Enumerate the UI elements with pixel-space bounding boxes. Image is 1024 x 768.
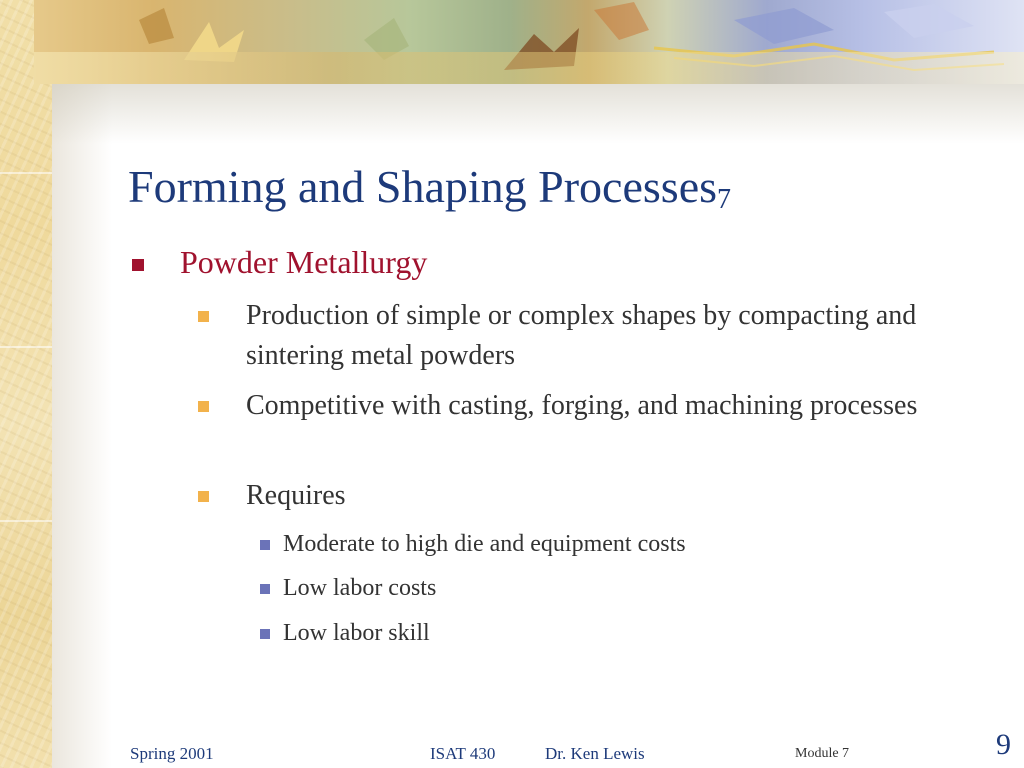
parchment-strip: [0, 0, 52, 768]
square-bullet-icon: [260, 540, 270, 550]
square-bullet-icon: [198, 491, 209, 502]
banner-shadow: [52, 84, 1024, 144]
title-subscript: 7: [717, 184, 732, 215]
strip-seam: [0, 346, 52, 348]
footer-instructor: Dr. Ken Lewis: [545, 744, 645, 763]
sub-bullet-competitive: [198, 386, 958, 466]
requirement-text: Moderate to high die and equipment costs: [283, 531, 686, 557]
footer-course: ISAT 430: [430, 744, 496, 763]
requirement-text: Low labor costs: [283, 575, 437, 601]
sub-bullet-production: [198, 296, 958, 376]
square-bullet-icon: [198, 311, 209, 322]
footer-term: Spring 2001: [130, 744, 214, 763]
strip-seam: [0, 520, 52, 522]
sub-bullet-requires: [198, 476, 958, 516]
square-bullet-icon: [260, 584, 270, 594]
page-number: 9: [996, 728, 1011, 761]
sub-bullet-text: Competitive with casting, forging, and machining processes: [246, 390, 918, 421]
slide-title: Forming and Shaping Processes$_7$: [128, 161, 732, 215]
sub-bullet-text: Production of simple or complex shapes by compacting and sintering metal powders: [246, 300, 917, 371]
footer-module: Module 7: [795, 746, 850, 761]
requirement-text: Low labor skill: [283, 620, 430, 646]
square-bullet-icon: [132, 259, 144, 271]
strip-seam: [0, 172, 52, 174]
banner-stripe: [34, 52, 1024, 84]
square-bullet-icon: [198, 401, 209, 412]
bullet-text: Powder Metallurgy: [180, 244, 428, 280]
sub-bullet-text: Requires: [246, 480, 346, 511]
strip-fade: [52, 84, 112, 768]
square-bullet-icon: [260, 629, 270, 639]
